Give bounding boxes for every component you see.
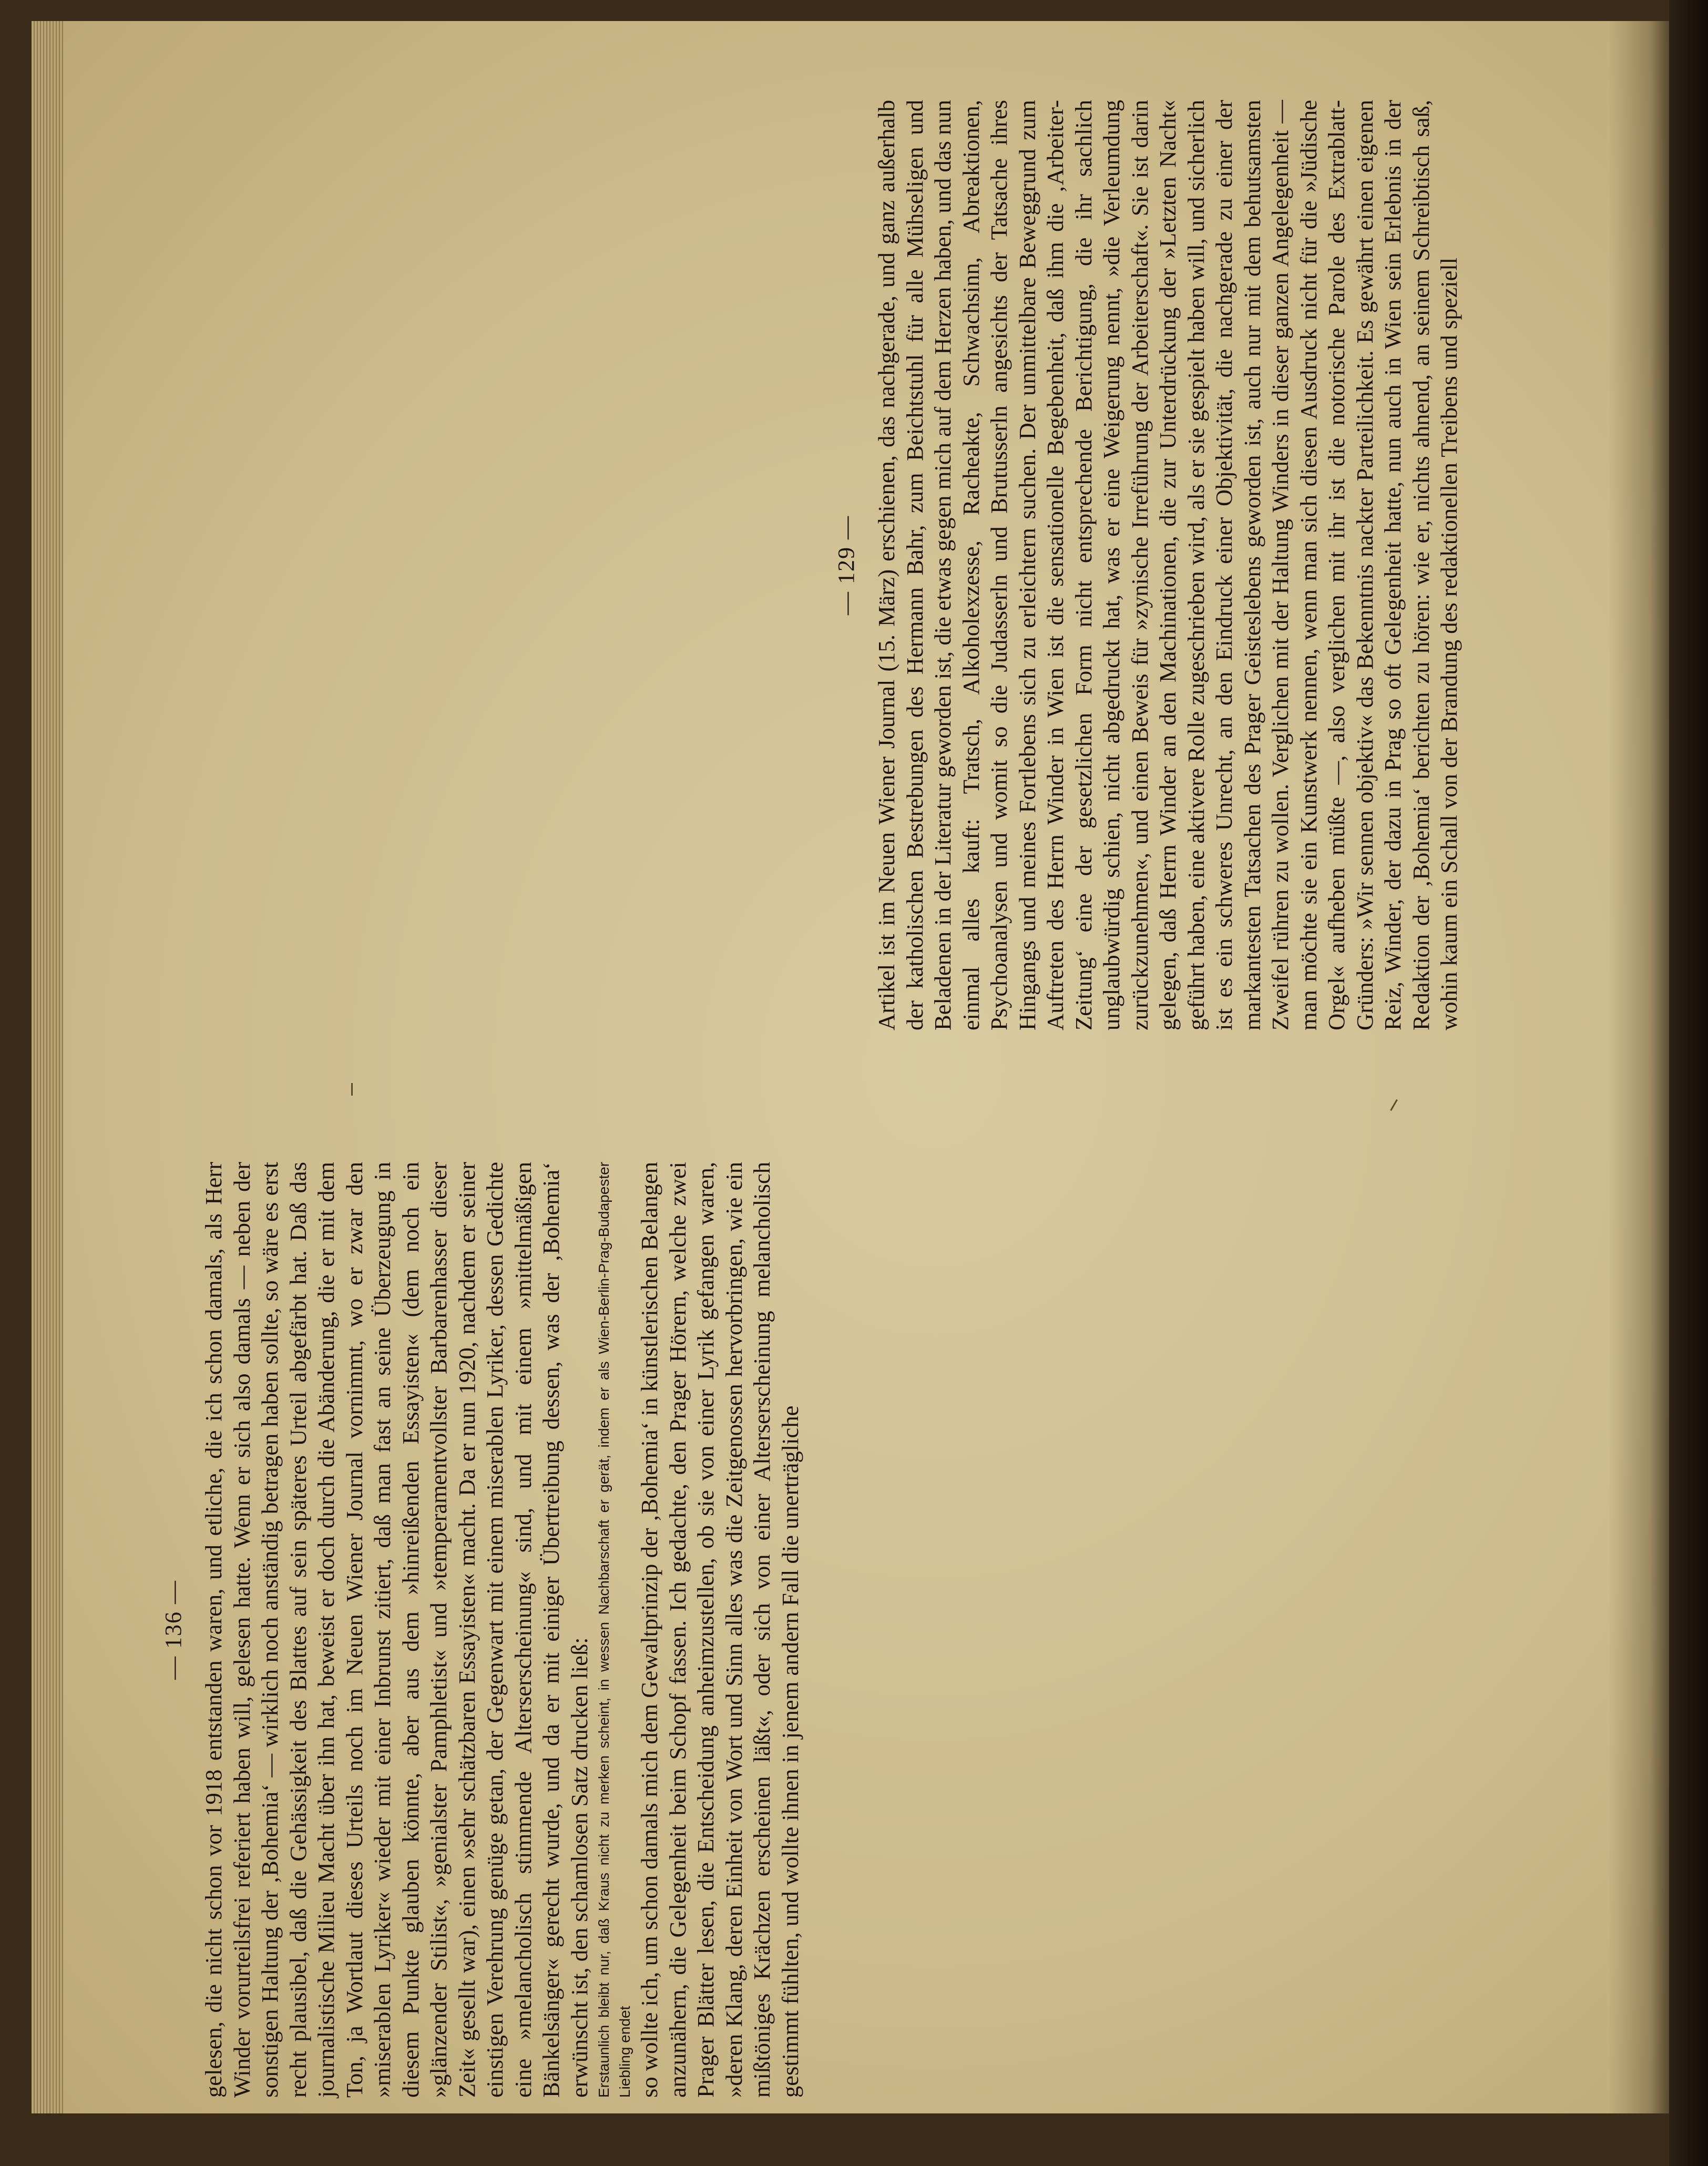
book-cover-edge <box>1669 0 1708 2166</box>
footnote: Erstaunlich bleibt nur, daß Kraus nicht zu merken scheint, in wessen Nachbarschaft er gerät, indem er als Wien-Berlin-Prag-Budapester Liebling endet <box>596 1162 633 2098</box>
paragraph: so wollte ich, um schon damals mich dem Gewaltprinzip der ‚Bohemia‘ in künstlerischen Belangen anzunähern, die Gelegenheit beim Schopf fassen. Ich gedachte, den Prager Hörern, welche zwei Prager Blätter lesen, die Entscheidung anheimzustellen, ob sie von einer Lyrik gefangen waren, »deren Klang, deren Einheit von Wort und Sinn alles was die Zeitgenossen hervorbringen, wie ein mißtöniges Krächzen erscheinen läßt«, oder sich von einer Alterserscheinung melancholisch gestimmt fühlten, und wollte ihnen in jenem andern Fall die unerträgliche <box>636 1162 803 2098</box>
page-number: — 136 — <box>160 1580 186 1680</box>
page-129 <box>831 100 1556 1030</box>
binding-gutter-shadow <box>1609 21 1677 2113</box>
stray-ink-mark <box>351 1083 353 1096</box>
page-number: — 129 — <box>833 515 859 615</box>
paragraph: Artikel ist im Neuen Wiener Journal (15. März) erschienen, das nachgerade, und ganz außerhalb der katholischen Bestrebungen des Hermann Bahr, zum Beichtstuhl für alle Mühseligen und Beladenen in der Literatur geworden ist, die etwas gegen mich auf dem Herzen haben, und das nun einmal alles kauft: Tratsch, Alkoholexzesse, Racheakte, Schwachsinn, Abreaktionen, Psychoanalysen und womit so die Judasserln und Brutusserln angesichts der Tatsache ihres Hingangs und meines Fortlebens sich zu erleichtern suchen. Der unmittelbare Beweggrund zum Auftreten des Herrn Winder in Wien ist die sensationelle Begebenheit, daß ihm die ‚Arbeiter-Zeitung‘ eine der gesetzlichen Form nicht entsprechende Berichtigung, die ihr sachlich unglaubwürdig schien, nicht abgedruckt hat, was er eine Weigerung nennt, »die Verleumdung zurückzunehmen«, und einen Beweis für »zynische Irreführung der Arbeiterschaft«. Sie ist darin gelegen, daß Herrn Winder an den Machinationen, die zur Unterdrückung der »Letzten Nacht« geführt haben, eine aktivere Rolle zugeschrieben wird, als er sie gespielt haben will, und sicherlich ist es ein schweres Unrecht, an den Eindruck einer Objektivität, die nachgerade zu einer der markantesten Tatsachen des Prager Geisteslebens geworden ist, auch nur mit dem behutsamsten Zweifel rühren zu wollen. Verglichen mit der Haltung Winders in dieser ganzen Angelegenheit — man möchte sie ein Kunstwerk nennen, wenn man sich diesen Ausdruck nicht für die »Jüdische Orgel« aufheben müßte —, also verglichen mit ihr ist die notorische Parole des Extrablatt-Gründers: »Wir sennen objektiv« das Bekenntnis nackter Parteilichkeit. Es gewährt einen eigenen Reiz, Winder, der dazu in Prag so oft Gelegenheit hatte, nun auch in Wien sein Erlebnis in der Redaktion der ‚Bohemia‘ berichten zu hören: wie er, nichts ahnend, an seinem Schreibtisch saß, wohin kaum ein Schall von der Brandung des redaktionellen Treibens und speziell <box>873 100 1462 1030</box>
paragraph: gelesen, die nicht schon vor 1918 entstanden waren, und etliche, die ich schon damals, als Herr Winder vorurteilsfrei referiert haben will, gelesen hatte. Wenn er sich also damals — neben der sonstigen Haltung der ‚Bohemia‘ — wirklich noch anständig betragen haben sollte, so wäre es erst recht plausibel, daß die Gehässigkeit des Blattes auf sein späteres Urteil abgefärbt hat. Daß das journalistische Milieu Macht über ihn hat, beweist er doch durch die Abänderung, die er mit dem Ton, ja Wortlaut dieses Urteils noch im Neuen Wiener Journal vornimmt, wo er zwar den »miserablen Lyriker« wieder mit einer Inbrunst zitiert, daß man fast an seine Überzeugung in diesem Punkte glauben könnte, aber aus dem »hinreißenden Essayisten« (dem noch ein »glänzender Stilist«, »genialster Pamphletist« und »temperamentvollster Barbarenhasser dieser Zeit« gesellt war), einen »sehr schätzbaren Essayisten« macht. Da er nun 1920, nachdem er seiner einstigen Verehrung genüge getan, der Gegenwart mit einem miserablen Lyriker, dessen Gedichte eine »melancholisch stimmende Alterserscheinung« sind, und mit einem »mittelmäßigen Bänkelsänger« gerecht wurde, und da er mit einiger Übertreibung dessen, was der ‚Bohemia‘ erwünscht ist, den schamlosen Satz drucken ließ: <box>200 1162 592 2098</box>
page-text <box>200 1162 804 2098</box>
stacked-page-edges <box>32 21 63 2113</box>
page-136 <box>158 1162 1461 2098</box>
page-text <box>873 100 1464 1030</box>
